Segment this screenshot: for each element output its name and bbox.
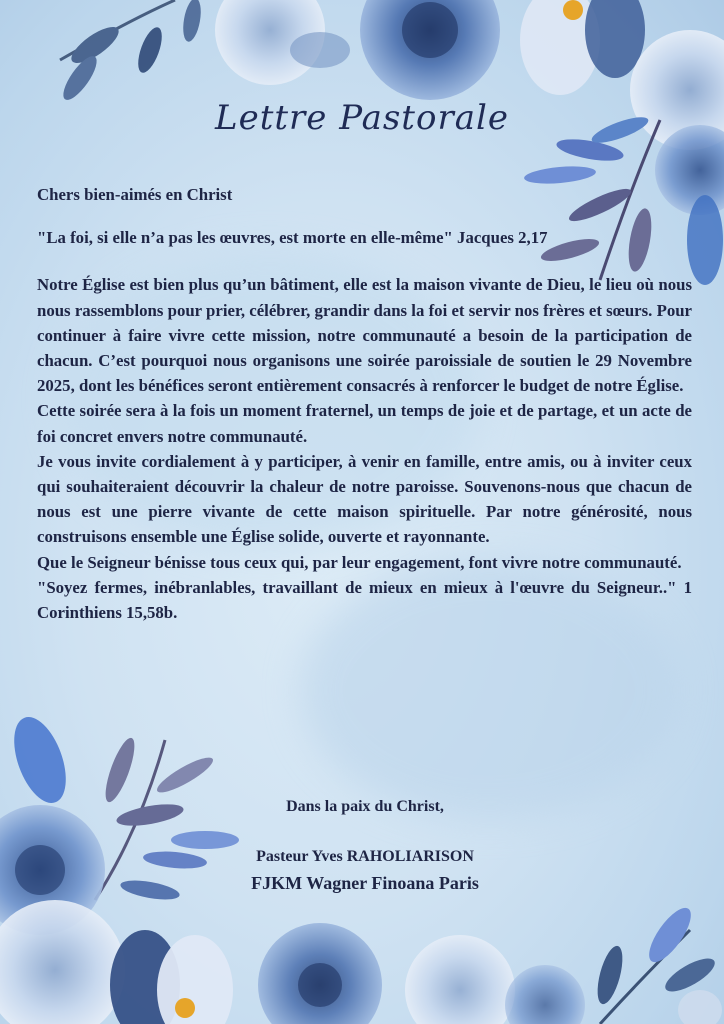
letter-body	[37, 182, 692, 625]
greeting: Chers bien-aimés en Christ	[37, 185, 233, 204]
pastor-name: Pasteur Yves RAHOLIARISON	[256, 848, 474, 865]
page-title: Lettre Pastorale	[215, 98, 509, 138]
rose-cluster-top	[215, 0, 645, 100]
rose-cluster-bottom	[258, 902, 722, 1024]
closing-verse: "Soyez fermes, inébranlables, travaillant de mieux en mieux à l'œuvre du Seigneur.." 1 Corinthiens 15,58b.	[37, 577, 692, 623]
church-name: FJKM Wagner Finoana Paris	[251, 873, 479, 893]
paragraph: Cette soirée sera à la fois un moment fraternel, un temps de joie et de partage, et un acte de foi concret envers notre communauté.	[37, 401, 692, 446]
opening-verse: "La foi, si elle n’a pas les œuvres, est morte en elle-même" Jacques 2,17	[37, 228, 548, 248]
closing-salutation: Dans la paix du Christ,	[286, 798, 444, 815]
paragraph: Que le Seigneur bénisse tous ceux qui, par leur engagement, font vivre notre communauté.	[37, 552, 682, 572]
leaf-branch-top-left	[58, 0, 204, 104]
paragraph: Notre Église est bien plus qu’un bâtiment, elle est la maison vivante de Dieu, le lieu où nous nous rassemblons pour prier, célébrer, grandir dans la foi et servir nos frères et sœurs. Pour continuer à faire vivre cette mission, notre communauté a besoin de la participation de chacun. C’est pourquoi nous organisons une soirée paroissiale de soutien le 29 Novembre 2025, dont les bénéfices seront entièrement consacrés à renforcer le budget de notre Église.	[37, 275, 692, 396]
paragraph: Je vous invite cordialement à y participer, à venir en famille, entre amis, ou à inviter ceux qui souhaiteraient découvrir la chaleur de notre paroisse. Souvenons-nous que chacun de nous est une pierre vivante de cette maison spirituelle. Par notre générosité, nous construisons ensemble une Église solide, ouverte et rayonnante.	[37, 451, 692, 547]
